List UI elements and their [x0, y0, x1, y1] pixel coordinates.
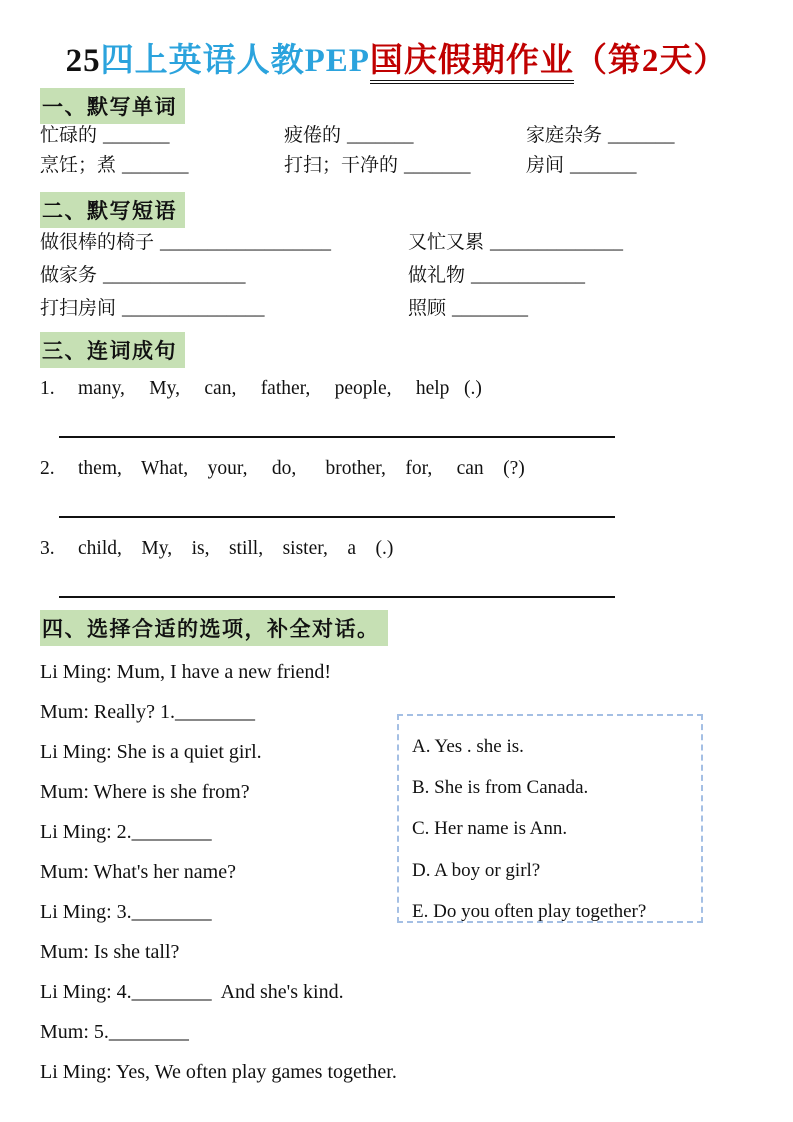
- sentence-words: them, What, your, do, brother, for, can (?): [78, 458, 525, 479]
- phrase-item: [408, 292, 760, 325]
- dialog-line: Mum: Where is she from?: [40, 781, 250, 803]
- sentence-words: child, My, is, still, sister, a (.): [78, 538, 394, 559]
- phrase-label: 又忙又累: [408, 232, 485, 253]
- phrase-item: [40, 292, 408, 325]
- answer-line-1: [59, 436, 615, 438]
- dialog-line: Li Ming: 2.________: [40, 821, 212, 843]
- title-number: 25: [65, 43, 101, 79]
- sentence-number: 3.: [40, 538, 55, 559]
- phrase-row: [40, 226, 760, 259]
- phrase-item: [408, 259, 760, 292]
- word-blank: _______: [347, 125, 414, 146]
- phrase-label: 做家务: [40, 265, 98, 286]
- dialog-line: Li Ming: Mum, I have a new friend!: [40, 661, 332, 683]
- dialog-line: Mum: Really? 1.________: [40, 701, 255, 723]
- word-row: [40, 121, 760, 151]
- option-item-e: E. Do you often play together?: [412, 900, 647, 922]
- section1-word-list: [40, 121, 760, 181]
- phrase-item: [40, 259, 408, 292]
- title-event: 国庆假期作业: [370, 43, 574, 84]
- phrase-label: 打扫房间: [40, 298, 117, 319]
- title-series: 四上英语人教PEP: [100, 43, 370, 79]
- phrase-item: [408, 226, 760, 259]
- answer-line-3: [59, 596, 615, 598]
- section2-phrase-list: [40, 226, 760, 325]
- word-label: 疲倦的: [284, 125, 342, 146]
- word-blank: _______: [404, 155, 471, 176]
- word-item: [284, 151, 526, 181]
- answer-line-2: [59, 516, 615, 518]
- dialog-line: Mum: 5.________: [40, 1021, 189, 1043]
- title-day: （第2天）: [573, 43, 728, 79]
- word-row: [40, 151, 760, 181]
- phrase-blank: _______________: [122, 298, 265, 319]
- phrase-blank: ______________: [490, 232, 624, 253]
- dialog-line: Li Ming: 3.________: [40, 901, 212, 923]
- phrase-blank: ________: [452, 298, 529, 319]
- word-label: 打扫；干净的: [284, 155, 399, 176]
- option-item-a: A. Yes . she is.: [412, 736, 524, 757]
- phrase-blank: _______________: [103, 265, 246, 286]
- word-label: 家庭杂务: [526, 125, 603, 146]
- word-blank: _______: [103, 125, 170, 146]
- phrase-row: [40, 259, 760, 292]
- word-item: [284, 121, 526, 151]
- sentence-number: 1.: [40, 378, 55, 399]
- dialog-line: Mum: Is she tall?: [40, 941, 180, 963]
- sentence-item-3: [40, 538, 393, 560]
- word-blank: _______: [122, 155, 189, 176]
- dialog-block: [40, 652, 440, 1092]
- dialog-line: Li Ming: 4.________ And she's kind.: [40, 981, 344, 1003]
- section3-heading: 三、连词成句: [40, 332, 185, 368]
- dialog-line: Li Ming: Yes, We often play games together.: [40, 1061, 397, 1083]
- sentence-item-2: [40, 458, 525, 480]
- section2-heading: 二、默写短语: [40, 192, 185, 228]
- phrase-item: [40, 226, 408, 259]
- section4-heading: 四、选择合适的选项，补全对话。: [40, 610, 388, 646]
- option-item-c: C. Her name is Ann.: [412, 818, 568, 840]
- word-item: [40, 121, 284, 151]
- options-box: [397, 714, 703, 923]
- section1-heading: 一、默写单词: [40, 88, 185, 124]
- word-item: [526, 121, 760, 151]
- sentence-item-1: [40, 378, 482, 400]
- phrase-label: 照顾: [408, 298, 447, 319]
- option-item-b: B. She is from Canada.: [412, 777, 589, 799]
- option-item-d: D. A boy or girl?: [412, 859, 541, 881]
- word-label: 烹饪；煮: [40, 155, 117, 176]
- phrase-blank: ____________: [471, 265, 586, 286]
- word-item: [40, 151, 284, 181]
- word-label: 房间: [526, 155, 565, 176]
- word-blank: _______: [570, 155, 637, 176]
- sentence-words: many, My, can, father, people, help (.): [78, 378, 482, 399]
- phrase-label: 做很棒的椅子: [40, 232, 155, 253]
- word-blank: _______: [608, 125, 675, 146]
- phrase-blank: __________________: [160, 232, 332, 253]
- sentence-number: 2.: [40, 458, 55, 479]
- page-title: [0, 34, 793, 81]
- phrase-label: 做礼物: [408, 265, 466, 286]
- word-label: 忙碌的: [40, 125, 98, 146]
- word-item: [526, 151, 760, 181]
- dialog-line: Li Ming: She is a quiet girl.: [40, 741, 262, 763]
- phrase-row: [40, 292, 760, 325]
- dialog-line: Mum: What's her name?: [40, 861, 236, 883]
